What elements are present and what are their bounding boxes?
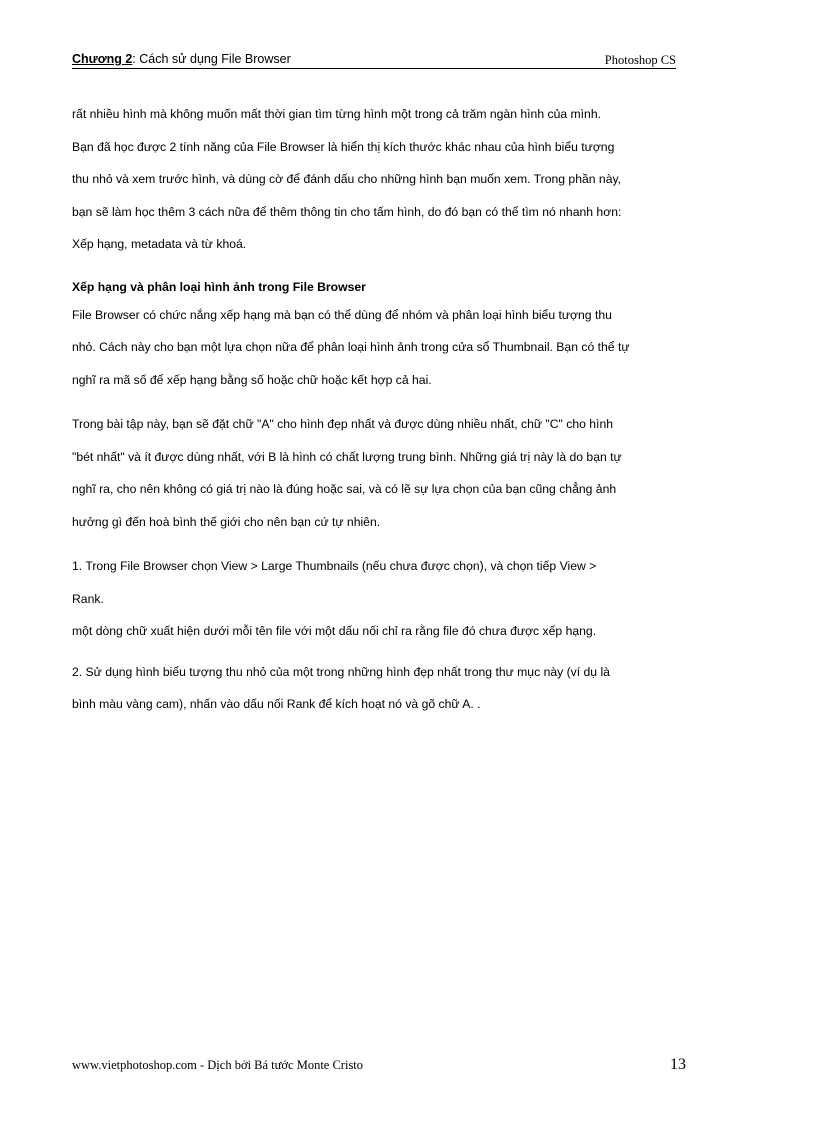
text-line: hưởng gì đến hoà bình thế giới cho nên bạn cứ tự nhiên. xyxy=(72,514,381,529)
chapter-heading xyxy=(72,52,291,66)
text-line: File Browser có chức nắng xếp hạng mà bạn có thể dùng để nhóm và phân loại hình biểu tượng thu xyxy=(72,307,612,322)
exercise-paragraph xyxy=(72,408,692,538)
text-line: Trong bài tập này, bạn sẽ đặt chữ "A" cho hình đẹp nhất và được dùng nhiều nhất, chữ "C" cho hình xyxy=(72,417,614,431)
step-1-note: một dòng chữ xuất hiện dưới mỗi tên file với một dấu nối chỉ ra rằng file đó chưa được xếp hạng. xyxy=(72,624,597,638)
text-line: nhỏ. Cách này cho bạn một lựa chọn nữa để phân loại hình ảnh trong cửa sổ Thumbnail. Bạn có thể tự xyxy=(72,340,630,354)
text-line: 1. Trong File Browser chọn View > Large Thumbnails (nếu chưa được chọn), và chọn tiếp View > xyxy=(72,559,597,573)
step-1 xyxy=(72,550,692,648)
page-body xyxy=(72,98,692,721)
chapter-title: Cách sử dụng File Browser xyxy=(139,52,291,66)
text-line: "bét nhất" và ít được dùng nhất, với B là hình có chất lượng trung bình. Những giá trị này là do bạn tự xyxy=(72,449,622,464)
book-title: Photoshop CS xyxy=(604,53,676,67)
chapter-number: Chương 2 xyxy=(72,52,133,66)
section-paragraph xyxy=(72,299,692,397)
page-header xyxy=(72,52,676,69)
page-number: 13 xyxy=(670,1056,686,1073)
footer-credit: www.vietphotoshop.com - Dịch bởi Bá tước Monte Cristo xyxy=(72,1058,364,1072)
text-line: nghĩ ra mã số để xếp hạng bằng số hoặc chữ hoặc kết hợp cả hai. xyxy=(72,372,432,387)
text-line: bạn sẽ làm học thêm 3 cách nữa để thêm thông tin cho tấm hình, do đó bạn có thể tìm nó nhanh hơn: xyxy=(72,204,622,219)
text-line: bình màu vàng cam), nhấn vào dấu nối Rank để kích hoạt nó và gõ chữ A. . xyxy=(72,697,481,711)
chapter-separator: : xyxy=(132,52,140,66)
text-line: Xếp hạng, metadata và từ khoá. xyxy=(72,237,247,251)
section-heading: Xếp hạng và phân loại hình ảnh trong File Browser xyxy=(72,279,366,294)
text-line: Rank. xyxy=(72,591,104,606)
text-line: thu nhỏ và xem trước hình, và dùng cờ để đánh dấu cho những hình bạn muốn xem. Trong phần này, xyxy=(72,172,622,186)
text-line: 2. Sử dụng hình biểu tượng thu nhỏ của một trong những hình đẹp nhất trong thư mục này (ví dụ là xyxy=(72,664,610,679)
step-2 xyxy=(72,656,692,721)
text-line: Bạn đã học được 2 tính năng của File Browser là hiển thị kích thước khác nhau của hình biểu tượng xyxy=(72,139,615,154)
text-line: rất nhiều hình mà không muốn mất thời gian tìm từng hình một trong cả trăm ngàn hình của mình. xyxy=(72,107,601,121)
intro-paragraph xyxy=(72,98,692,261)
text-line: nghĩ ra, cho nên không có giá trị nào là đúng hoặc sai, và có lẽ sự lựa chọn của bạn cũng chẳng ảnh xyxy=(72,482,617,496)
